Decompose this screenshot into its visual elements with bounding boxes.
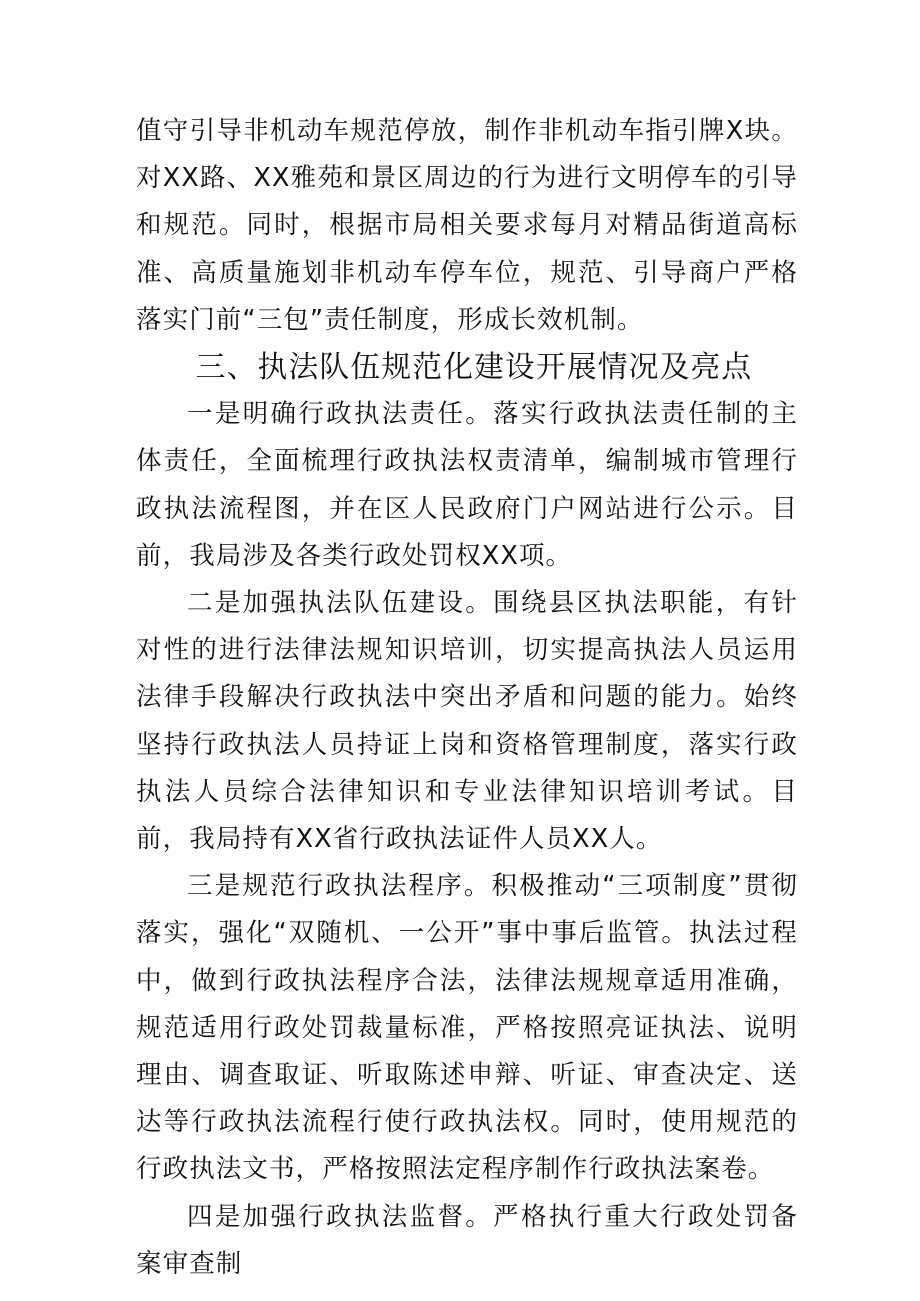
body-paragraph-item-2: 二是加强执法队伍建设。围绕县区执法职能，有针对性的进行法律法规知识培训，切实提高执法人员运用法律手段解决行政执法中突出矛盾和问题的能力。始终坚持行政执法人员持证上岗和资格管理制度，落实行政执法人员综合法律知识和专业法律知识培训考试。目前，我局持有XX省行政执法证件人员XX人。	[136, 588, 798, 855]
body-paragraph-continuation: 值守引导非机动车规范停放，制作非机动车指引牌X块。对XX路、XX雅苑和景区周边的行为进行文明停车的引导和规范。同时，根据市局相关要求每月对精品街道高标准、高质量施划非机动车停车位，规范、引导商户严格落实门前“三包”责任制度，形成长效机制。	[136, 116, 798, 335]
document-body	[136, 108, 798, 1288]
body-paragraph-item-4: 四是加强行政执法监督。严格执行重大行政处罚备案审查制	[136, 1201, 798, 1279]
body-paragraph-item-3: 三是规范行政执法程序。积极推动“三项制度”贯彻落实，强化“双随机、一公开”事中事后监管。执法过程中，做到行政执法程序合法，法律法规规章适用准确，规范适用行政处罚裁量标准，严格按照亮证执法、说明理由、调查取证、听取陈述申辩、听证、审查决定、送达等行政执法流程行使行政执法权。同时，使用规范的行政执法文书，严格按照法定程序制作行政执法案卷。	[136, 871, 798, 1185]
section-heading: 三、执法队伍规范化建设开展情况及亮点	[195, 350, 753, 386]
body-paragraph-item-1: 一是明确行政执法责任。落实行政执法责任制的主体责任，全面梳理行政执法权责清单，编制城市管理行政执法流程图，并在区人民政府门户网站进行公示。目前，我局涉及各类行政处罚权XX项。	[136, 399, 798, 571]
